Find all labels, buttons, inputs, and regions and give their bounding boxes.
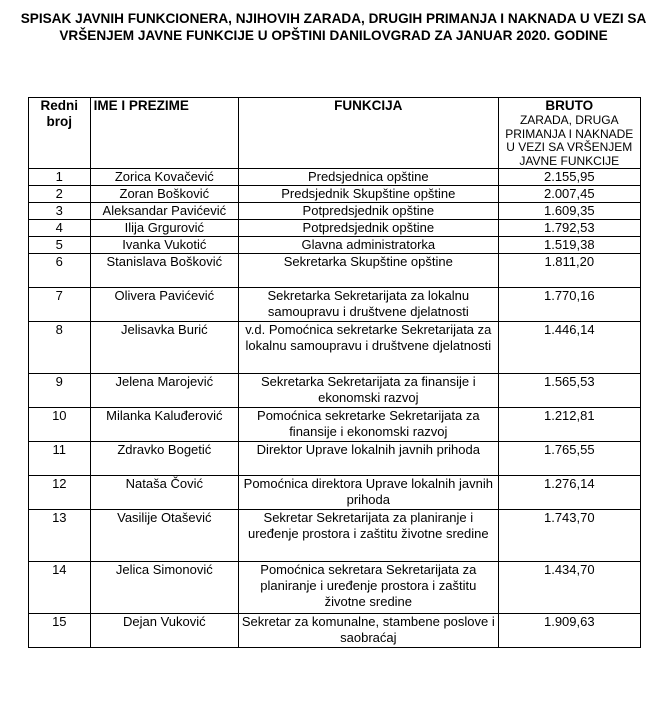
row-name: Zdravko Bogetić [90, 442, 238, 476]
header-bruto-label: BRUTO [545, 98, 594, 113]
row-bruto: 1.792,53 [498, 220, 640, 237]
row-bruto: 1.446,14 [498, 322, 640, 374]
row-bruto: 1.811,20 [498, 254, 640, 288]
row-name: Milanka Kaluđerović [90, 408, 238, 442]
row-name: Vasilije Otašević [90, 510, 238, 562]
row-name: Jelica Simonović [90, 562, 238, 614]
row-bruto: 1.565,53 [498, 374, 640, 408]
row-bruto: 1.212,81 [498, 408, 640, 442]
table-header-row [29, 98, 641, 169]
row-function: Potpredsjednik opštine [239, 203, 499, 220]
row-name: Zorica Kovačević [90, 169, 238, 186]
table-row [29, 408, 641, 442]
row-function: Sekretarka Sekretarijata za lokalnu samoupravu i društvene djelatnosti [239, 288, 499, 322]
row-number: 15 [29, 614, 91, 648]
header-funkcija: FUNKCIJA [239, 98, 499, 169]
header-bruto-sub: ZARADA, DRUGA PRIMANJA I NAKNADE U VEZI SA VRŠENJEM JAVNE FUNKCIJE [505, 113, 634, 168]
row-number: 8 [29, 322, 91, 374]
row-number: 2 [29, 186, 91, 203]
row-name: Dejan Vuković [90, 614, 238, 648]
row-function: Direktor Uprave lokalnih javnih prihoda [239, 442, 499, 476]
row-bruto: 2.007,45 [498, 186, 640, 203]
document-title: SPISAK JAVNIH FUNKCIONERA, NJIHOVIH ZARADA, DRUGIH PRIMANJA I NAKNADA U VEZI SA VRŠENJEM JAVNE FUNKCIJE U OPŠTINI DANILOVGRAD ZA JANUAR 2020. GODINE [20, 11, 647, 43]
row-number: 10 [29, 408, 91, 442]
row-bruto: 1.519,38 [498, 237, 640, 254]
row-name: Zoran Bošković [90, 186, 238, 203]
row-function: v.d. Pomoćnica sekretarke Sekretarijata za lokalnu samoupravu i društvene djelatnosti [239, 322, 499, 374]
row-function: Predsjednik Skupštine opštine [239, 186, 499, 203]
table-row [29, 288, 641, 322]
row-function: Pomoćnica sekretara Sekretarijata za planiranje i uređenje prostora i zaštitu životne sredine [239, 562, 499, 614]
row-function: Potpredsjednik opštine [239, 220, 499, 237]
table-row [29, 220, 641, 237]
table-row [29, 186, 641, 203]
row-name: Olivera Pavićević [90, 288, 238, 322]
row-bruto: 1.765,55 [498, 442, 640, 476]
row-name: Ivanka Vukotić [90, 237, 238, 254]
row-number: 7 [29, 288, 91, 322]
row-name: Stanislava Bošković [90, 254, 238, 288]
row-function: Pomoćnica direktora Uprave lokalnih javnih prihoda [239, 476, 499, 510]
row-name: Aleksandar Pavićević [90, 203, 238, 220]
row-bruto: 1.909,63 [498, 614, 640, 648]
row-function: Predsjednica opštine [239, 169, 499, 186]
row-bruto: 1.276,14 [498, 476, 640, 510]
row-bruto: 2.155,95 [498, 169, 640, 186]
table-row [29, 476, 641, 510]
row-number: 13 [29, 510, 91, 562]
row-number: 5 [29, 237, 91, 254]
row-bruto: 1.743,70 [498, 510, 640, 562]
row-function: Pomoćnica sekretarke Sekretarijata za finansije i ekonomski razvoj [239, 408, 499, 442]
table-row [29, 442, 641, 476]
row-bruto: 1.434,70 [498, 562, 640, 614]
table-row [29, 374, 641, 408]
row-function: Sekretar Sekretarijata za planiranje i uređenje prostora i zaštitu životne sredine [239, 510, 499, 562]
officials-table [28, 97, 641, 648]
table-row [29, 510, 641, 562]
row-name: Jelena Marojević [90, 374, 238, 408]
row-bruto: 1.609,35 [498, 203, 640, 220]
header-bruto [498, 98, 640, 169]
row-number: 14 [29, 562, 91, 614]
row-function: Sekretarka Sekretarijata za finansije i ekonomski razvoj [239, 374, 499, 408]
table-row [29, 614, 641, 648]
table-row [29, 322, 641, 374]
header-ime-i-prezime: IME I PREZIME [90, 98, 238, 169]
row-number: 3 [29, 203, 91, 220]
row-number: 1 [29, 169, 91, 186]
row-number: 6 [29, 254, 91, 288]
row-function: Sekretarka Skupštine opštine [239, 254, 499, 288]
table-row [29, 562, 641, 614]
row-name: Ilija Grgurović [90, 220, 238, 237]
table-row [29, 254, 641, 288]
table-row [29, 237, 641, 254]
row-number: 4 [29, 220, 91, 237]
row-function: Glavna administratorka [239, 237, 499, 254]
row-name: Jelisavka Burić [90, 322, 238, 374]
row-number: 11 [29, 442, 91, 476]
row-bruto: 1.770,16 [498, 288, 640, 322]
row-function: Sekretar za komunalne, stambene poslove i saobraćaj [239, 614, 499, 648]
table-row [29, 203, 641, 220]
table-row [29, 169, 641, 186]
row-name: Nataša Čović [90, 476, 238, 510]
header-redni-broj: Redni broj [29, 98, 91, 169]
row-number: 9 [29, 374, 91, 408]
row-number: 12 [29, 476, 91, 510]
